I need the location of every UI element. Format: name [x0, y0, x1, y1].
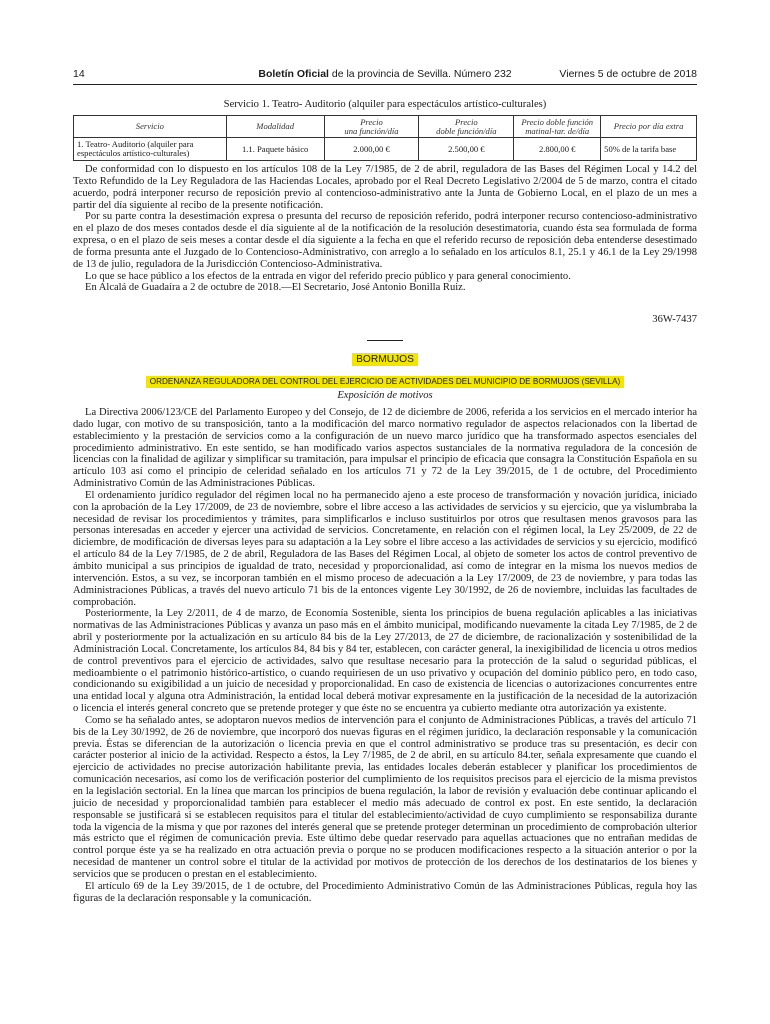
col-precio-una-l1: Precio	[360, 116, 383, 127]
price-table	[73, 115, 697, 161]
col-precio-matinal-l2: matinal-tar. de/día	[525, 125, 590, 136]
exposition-heading: Exposición de motivos	[337, 390, 433, 401]
ordinance-paragraph-3: Posteriormente, la Ley 2/2011, de 4 de marzo, de Economía Sostenible, sienta los principios de buena regulación aplicables a las iniciativas normativas de las Administraciones Públicas y avanza un paso más en el ámbito municipal, modificando nuevamente la citada Ley 7/1985, de 2 de abril y posteriormente por la actualización en su artículo 84 bis de la Ley 27/2013, de 27 de diciembre, de racionalización y sostenibilidad de la Administración Local. Concretamente, los artículos 84, 84 bis y 84 ter, establecen, con carácter general, la inexigibilidad de licencia u otros medios de control preventivos para el ejercicio de actividades, salvo que resultase necesario para la protección de la salud o seguridad públicas, el medioambiente o el patrimonio histórico-artístico, o cuando requiriesen de un uso privativo y ocupación del dominio público pero, en todo caso, condicionando su exigibilidad a un juicio de necesidad y proporcionalidad. En caso de existencia de licencias o autorizaciones concurrentes entre una entidad local y alguna otra Administración, la entidad local deberá motivar expresamente en la justificación de la necesidad de la autorización o licencia el interés general concreto que se pretende proteger y que éste no se encuentra ya cubierto mediante otra autorización ya existente.	[73, 608, 697, 715]
notice-paragraph-3: Lo que se hace público a los efectos de la entrada en vigor del referido precio público y para general conocimiento.	[85, 270, 571, 282]
col-precio-doble	[419, 116, 514, 138]
ordinance-paragraph-1: La Directiva 2006/123/CE del Parlamento Europeo y del Consejo, de 12 de diciembre de 2006, referida a los servicios en el mercado interior ha dado lugar, con motivo de su transposición, tanto a la modificación del marco normativo regulador de aspectos relacionados con la libertad de establecimiento y la prestación de servicios como a la configuración de un nuevo marco jurídico que ha transformado aspectos esenciales del procedimiento administrativo. En este sentido, se han modificado varios aspectos sustanciales de la normativa reguladora de la concesión de licencias con la finalidad de agilizar y simplificar su tramitación, para impulsar el principio de eficacia que consagra la Constitución Española en su artículo 103 así como el principio de celeridad señalado en los artículos 71 y 72 de la Ley 39/2015, de 1 de octubre, del Procedimiento Administrativo Común de las Administraciones Públicas.	[73, 407, 697, 490]
cell-servicio-l1: 1. Teatro- Auditorio (alquiler para	[77, 139, 194, 149]
cell-modalidad: 1.1. Paquete básico	[226, 138, 324, 161]
section-title: BORMUJOS	[352, 353, 418, 366]
section-heading	[0, 349, 770, 367]
col-servicio: Servicio	[74, 116, 227, 138]
bulletin-title-bold: Boletín Oficial	[258, 68, 329, 80]
bulletin-title-rest: de la provincia de Sevilla. Número 232	[328, 68, 512, 80]
notice-body	[73, 164, 697, 294]
notice-signature: En Alcalá de Guadaíra a 2 de octubre de 2018.—El Secretario, José Antonio Bonilla Ruiz.	[85, 282, 466, 294]
cell-servicio-l2: espectáculos artístico-culturales)	[77, 148, 190, 158]
header-rule	[73, 84, 697, 85]
section-separator	[367, 340, 403, 341]
ordinance-heading	[0, 371, 770, 389]
col-precio-doble-l2: doble función/día	[436, 125, 497, 136]
cell-precio-extra: 50% de la tarifa base	[601, 138, 697, 161]
col-precio-doble-l1: Precio	[455, 116, 478, 127]
page-number: 14	[73, 68, 85, 80]
ordinance-paragraph-2: El ordenamiento jurídico regulador del régimen local no ha permanecido ajeno a este proceso de transformación y novación jurídica, iniciado con la aprobación de la Ley 17/2009, de 23 de noviembre, sobre el libre acceso a las actividades de servicios y su ejercicio, que ya vislumbraba la necesidad de revisar los procedimientos y trámites, para simplificarlos e incluso sustituirlos por otros que resultasen menos gravosos para las personas interesadas en acceder y ejercer una actividad de servicios. Concretamente, en relación con el régimen local, la Ley 25/2009, de 22 de diciembre, de modificación de diversas leyes para su adaptación a la Ley sobre el libre acceso a las actividades de servicios y su ejercicio, modificó el artículo 84 de la Ley 7/1985, de 2 de abril, Reguladora de las Bases del Régimen Local, al objeto de someter los actos de control preventivo de ámbito municipal a sus principios de igualdad de trato, necesidad y proporcionalidad, así como de integrar en la misma los nuevos medios de intervención. Estos, a su vez, se incorporan también en el mismo proceso de adecuación a la Ley 17/2009, de 23 de noviembre, y para todas las Administraciones Públicas, a través del nuevo artículo 71 bis de la entonces vigente Ley 30/1992, de 26 de noviembre, incluidas las facultades de comprobación.	[73, 489, 697, 608]
ordinance-paragraph-5: El artículo 69 de la Ley 39/2015, de 1 de octubre, del Procedimiento Administrativo Común de las Administraciones Públicas, regula hoy las figuras de la declaración responsable y la comunicación.	[73, 880, 697, 904]
table-title: Servicio 1. Teatro- Auditorio (alquiler para espectáculos artístico-culturales)	[223, 99, 547, 110]
cell-servicio	[74, 138, 227, 161]
notice-paragraph-2: Por su parte contra la desestimación expresa o presunta del recurso de reposición referido, podrá interponer recurso contencioso-administrativo en el plazo de dos meses contados desde el día siguiente al de la notificación de la resolución desestimatoria, cuando ésta sea formulada de forma expresa, o en el plazo de seis meses a contar desde el día siguiente a la fecha en que el referido recurso de reposición deba entenderse desestimado de forma presunta ante el Juzgado de lo Contencioso-Administrativo, con arreglo a lo señalado en los artículos 8.1, 25.1 y 46.1 de la Ley 29/1998 de 13 de julio, reguladora de la Jurisdicción Contencioso-Administrativa.	[73, 211, 697, 270]
col-precio-una-l2: una función/día	[344, 125, 399, 136]
cell-precio-una: 2.000,00 €	[324, 138, 419, 161]
col-precio-extra: Precio por día extra	[601, 116, 697, 138]
col-precio-matinal	[514, 116, 601, 138]
ordinance-title: ORDENANZA REGULADORA DEL CONTROL DEL EJERCICIO DE ACTIVIDADES DEL MUNICIPIO DE BORMUJOS (SEVILLA)	[146, 376, 625, 388]
col-precio-matinal-l1: Precio doble función	[521, 116, 594, 127]
cell-precio-matinal: 2.800,00 €	[514, 138, 601, 161]
table-header-row	[74, 116, 697, 138]
reference-code: 36W-7437	[652, 314, 697, 325]
ordinance-paragraph-4: Como se ha señalado antes, se adoptaron nuevos medios de intervención para el conjunto de Administraciones Públicas, a través del artículo 71 bis de la Ley 30/1992, de 26 de noviembre, que incorporó dos nuevas figuras en el régimen jurídico, la declaración responsable y la comunicación previa. Éstas se diferencian de la autorización o licencia previa en que el control administrativo se produce tras su presentación, es decir con carácter posterior al inicio de la actividad. Respecto a éstos, la Ley 7/1985, de 2 de abril, en su artículo 84.ter, señala expresamente que cuando el ejercicio de actividades no precise autorización habilitante previa, las entidades locales deberán establecer y planificar los procedimientos de comunicación necesarios, así como los de verificación posterior del cumplimiento de los requisitos precisos para el ejercicio de la misma previstos en la legislación sectorial. En la línea que marcan los principios de buena regulación, la labor de revisión y evaluación debe continuar aplicando el juicio de necesidad y proporcionalidad también para establecer el medio más adecuado de control ex post. En este sentido, la declaración responsable se justificará si se establecen requisitos para el titular del establecimiento/actividad de cuyo cumplimiento se responsabiliza durante toda la vigencia de la misma y que por razones del interés general que se pretende proteger determinan un procedimiento de comprobación ulterior más estricto que el régimen de comunicación previa. Este último debe quedar reservado para aquellas actuaciones que no entrañan medidas de control porque éste ya se ha realizado en otra actuación previa o porque no se producen modificaciones respecto a la situación anterior o por la necesidad de mantener un control sobre el titular de la actividad por motivos de protección de los derechos de los destinatarios de los bienes y servicios que se producen o prestan en el establecimiento.	[73, 714, 697, 880]
table-row	[74, 138, 697, 161]
issue-date: Viernes 5 de octubre de 2018	[559, 68, 697, 80]
col-modalidad: Modalidad	[226, 116, 324, 138]
notice-paragraph-1: De conformidad con lo dispuesto en los artículos 108 de la Ley 7/1985, de 2 de abril, reguladora de las Bases del Régimen Local y 14.2 del Texto Refundido de la Ley Reguladora de las Haciendas Locales, aprobado por el Real Decreto Legislativo 2/2004 de 5 de marzo, contra el citado acuerdo, podrá interponer recurso de reposición previo al contencioso-administrativo ante la Junta de Gobierno Local, en el plazo de un mes a partir del día siguiente al recibo de la presente notificación.	[73, 164, 697, 211]
cell-precio-doble: 2.500,00 €	[419, 138, 514, 161]
ordinance-body	[73, 407, 697, 904]
col-precio-una	[324, 116, 419, 138]
page-header	[73, 66, 697, 84]
